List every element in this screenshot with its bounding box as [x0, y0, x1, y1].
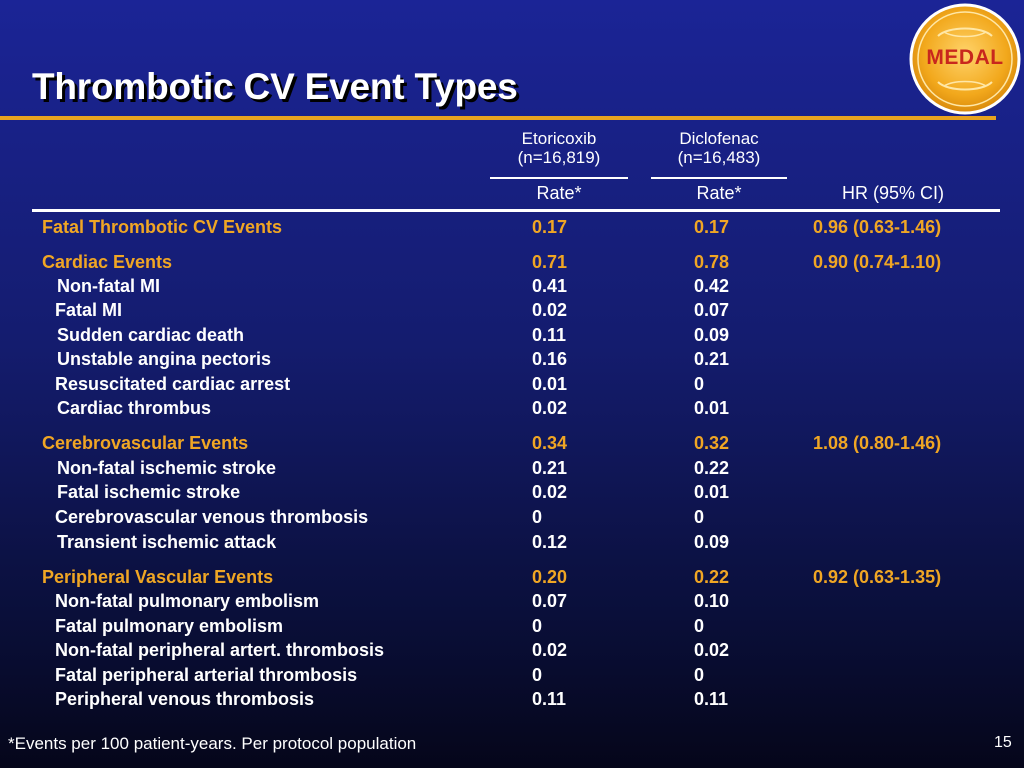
diclofenac-n: (n=16,483): [677, 148, 761, 167]
diclofenac-rate: 0.10: [694, 591, 730, 611]
diclofenac-rate: 0.11: [694, 689, 729, 709]
hr-header: HR (95% CI): [841, 183, 944, 203]
diclofenac-rate: 0: [694, 665, 705, 685]
etoricoxib-rate: 0.02: [532, 398, 568, 418]
row-label: Fatal peripheral arterial thrombosis: [55, 665, 358, 685]
etoricoxib-rate: 0: [532, 665, 543, 685]
diclofenac-rate: 0.01: [694, 482, 730, 502]
table-header-divider: [32, 209, 1000, 212]
diclofenac-rate: 0.09: [694, 325, 730, 345]
row-label: Peripheral venous thrombosis: [55, 689, 315, 709]
diclofenac-rate: 0.21: [694, 349, 730, 369]
diclofenac-rate: 0.78: [694, 252, 730, 272]
table-row: [0, 482, 1024, 506]
table-row: [0, 640, 1024, 664]
medal-logo: [908, 2, 1022, 116]
diclofenac-rate: 0.01: [694, 398, 730, 418]
table-row: [0, 276, 1024, 300]
diclofenac-rate: 0: [694, 507, 705, 527]
diclofenac-name: Diclofenac: [679, 129, 759, 148]
title-divider: [0, 116, 996, 120]
row-label: Non-fatal peripheral artert. thrombosis: [55, 640, 385, 660]
diclofenac-rate: 0.17: [694, 217, 730, 237]
table-row: [0, 398, 1024, 422]
table-row: [0, 591, 1024, 615]
etoricoxib-rate: 0.12: [532, 532, 568, 552]
row-label: Fatal pulmonary embolism: [55, 616, 284, 636]
rate-header-etoricoxib: Rate*: [536, 183, 582, 203]
table-row: [0, 567, 1024, 591]
table-row: [0, 349, 1024, 373]
etoricoxib-rate: 0.41: [532, 276, 568, 296]
row-label: Non-fatal MI: [57, 276, 160, 296]
footnote: *Events per 100 patient-years. Per protocol population: [8, 734, 417, 753]
etoricoxib-rate: 0.01: [532, 374, 568, 394]
etoricoxib-rate: 0: [532, 507, 543, 527]
table-row: [0, 689, 1024, 713]
etoricoxib-rate: 0.20: [532, 567, 568, 587]
row-label: Cardiac Events: [42, 252, 173, 272]
table-row: [0, 665, 1024, 689]
etoricoxib-rate: 0.16: [532, 349, 568, 369]
diclofenac-rate: 0.02: [694, 640, 730, 660]
etoricoxib-rate: 0.02: [532, 300, 568, 320]
etoricoxib-rate: 0.34: [532, 433, 568, 453]
etoricoxib-rate: 0.07: [532, 591, 568, 611]
hazard-ratio: 0.92 (0.63-1.35): [813, 567, 942, 587]
etoricoxib-header: [494, 129, 624, 167]
row-label: Fatal Thrombotic CV Events: [42, 217, 283, 237]
row-label: Peripheral Vascular Events: [42, 567, 274, 587]
etoricoxib-name: Etoricoxib: [521, 129, 597, 148]
row-label: Unstable angina pectoris: [57, 349, 272, 369]
table-row: [0, 300, 1024, 324]
diclofenac-rate: 0: [694, 374, 705, 394]
row-label: Cerebrovascular Events: [42, 433, 249, 453]
etoricoxib-rate: 0.11: [532, 689, 567, 709]
row-label: Transient ischemic attack: [57, 532, 277, 552]
diclofenac-header: [654, 129, 784, 167]
page-number: 15: [994, 734, 1012, 751]
slide-title: Thrombotic CV Event Types: [32, 66, 518, 107]
diclofenac-rate: 0.32: [694, 433, 730, 453]
row-label: Resuscitated cardiac arrest: [55, 374, 291, 394]
etoricoxib-rate: 0: [532, 616, 543, 636]
row-label: Fatal ischemic stroke: [57, 482, 241, 502]
diclofenac-header-rule: [651, 177, 787, 179]
table-row: [0, 616, 1024, 640]
table-row: [0, 325, 1024, 349]
etoricoxib-rate: 0.02: [532, 640, 568, 660]
rate-header-diclofenac: Rate*: [696, 183, 742, 203]
hazard-ratio: 1.08 (0.80-1.46): [813, 433, 942, 453]
etoricoxib-rate: 0.11: [532, 325, 567, 345]
etoricoxib-rate: 0.17: [532, 217, 568, 237]
row-label: Cardiac thrombus: [57, 398, 212, 418]
etoricoxib-n: (n=16,819): [517, 148, 601, 167]
diclofenac-rate: 0: [694, 616, 705, 636]
row-label: Non-fatal ischemic stroke: [57, 458, 277, 478]
row-label: Fatal MI: [55, 300, 123, 320]
hazard-ratio: 0.90 (0.74-1.10): [813, 252, 942, 272]
diclofenac-rate: 0.07: [694, 300, 730, 320]
row-label: Non-fatal pulmonary embolism: [55, 591, 320, 611]
table-row: [0, 374, 1024, 398]
etoricoxib-rate: 0.21: [532, 458, 568, 478]
table-row: [0, 458, 1024, 482]
row-label: Cerebrovascular venous thrombosis: [55, 507, 369, 527]
diclofenac-rate: 0.22: [694, 458, 730, 478]
hazard-ratio: 0.96 (0.63-1.46): [813, 217, 942, 237]
diclofenac-rate: 0.22: [694, 567, 730, 587]
etoricoxib-rate: 0.02: [532, 482, 568, 502]
etoricoxib-header-rule: [490, 177, 628, 179]
diclofenac-rate: 0.09: [694, 532, 730, 552]
row-label: Sudden cardiac death: [57, 325, 245, 345]
table-row: [0, 433, 1024, 457]
etoricoxib-rate: 0.71: [532, 252, 568, 272]
table-row: [0, 252, 1024, 276]
logo-text: MEDAL: [926, 46, 1004, 69]
diclofenac-rate: 0.42: [694, 276, 730, 296]
table-row: [0, 217, 1024, 241]
table-row: [0, 532, 1024, 556]
table-row: [0, 507, 1024, 531]
